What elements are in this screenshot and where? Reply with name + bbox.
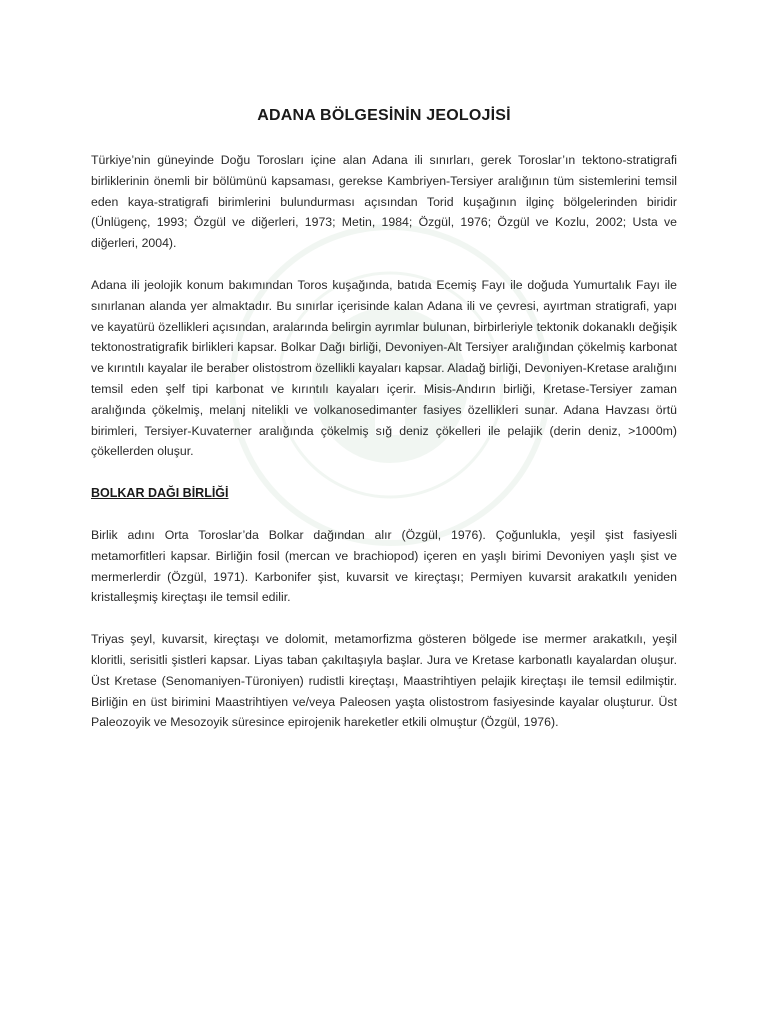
- intro-paragraph-1: Türkiye’nin güneyinde Doğu Torosları içine alan Adana ili sınırları, gerek Toroslar’ın tektono-stratigrafi birliklerinin önemli bir bölümünü kapsaması, gerekse Kambriyen-Tersiyer aralığının tüm sistemlerini temsil eden kaya-stratigrafi birimlerini bulundurması açısından Torid kuşağının ilginç bölgelerinden biridir (Ünlügenç, 1993; Özgül ve diğerleri, 1973; Metin, 1984; Özgül, 1976; Özgül ve Kozlu, 2002; Usta ve diğerleri, 2004).: [91, 153, 677, 251]
- section-paragraph-2: Triyas şeyl, kuvarsit, kireçtaşı ve dolomit, metamorfizma gösteren bölgede ise mermer arakatkılı, yeşil kloritli, serisitli şistleri kapsar. Liyas taban çakıltaşıyla başlar. Jura ve Kretase karbonatlı kayalardan oluşur. Üst Kretase (Senomaniyen-Türoniyen) rudistli kireçtaşı, Maastrihtiyen pelajik kireçtaşı ile temsil edilmiştir. Birliğin en üst birimini Maastrihtiyen ve/veya Paleosen yaşta olistostrom fasiyesinde kayalar oluşturur. Üst Paleozoyik ve Mesozoyik süresince epirojenik hareketler etkili olmuştur (Özgül, 1976).: [91, 632, 677, 730]
- section-paragraph-1: Birlik adını Orta Toroslar’da Bolkar dağından alır (Özgül, 1976). Çoğunlukla, yeşil şist fasiyesli metamorfitleri kapsar. Birliğin fosil (mercan ve brachiopod) içeren en yaşlı birimi Devoniyen yaşlı şist ve mermerlerdir (Özgül, 1971). Karbonifer şist, kuvarsit ve kireçtaşı; Permiyen kuvarsit arakatkılı yeniden kristalleşmiş kireçtaşı ile temsil edilir.: [91, 527, 677, 605]
- section-heading-bolkar: BOLKAR DAĞI BİRLİĞİ: [91, 486, 229, 501]
- document-title: ADANA BÖLGESİNİN JEOLOJİSİ: [257, 107, 511, 124]
- document-body: [91, 104, 677, 754]
- intro-paragraph-2: Adana ili jeolojik konum bakımından Toros kuşağında, batıda Ecemiş Fayı ile doğuda Yumurtalık Fayı ile sınırlanan alanda yer almaktadır. Bu sınırlar içerisinde kalan Adana ili ve çevresi, ayırtman stratigrafi, yapı ve kayatürü özellikleri açısından, aralarında belirgin ayrımlar bulunan, birbirleriyle tektonik dokanaklı değişik tektonostratigrafik birlikleri kapsar. Bolkar Dağı birliği, Devoniyen-Alt Tersiyer aralığından çökelmiş karbonat ve kırıntılı kayalar ile beraber olistostrom özellikli kayaları kapsar. Aladağ birliği, Devoniyen-Kretase aralığını temsil eden şelf tipi karbonat ve kırıntılı kayaları içerir. Misis-Andırın birliği, Kretase-Tersiyer zaman aralığında çökelmiş, melanj nitelikli ve volkanosedimanter fasiyes özellikleri sunar. Adana Havzası örtü birimleri, Tersiyer-Kuvaterner aralığında çökelmiş sığ deniz çökelleri ile pelajik (derin deniz, >1000m) çökellerden oluşur.: [91, 277, 677, 459]
